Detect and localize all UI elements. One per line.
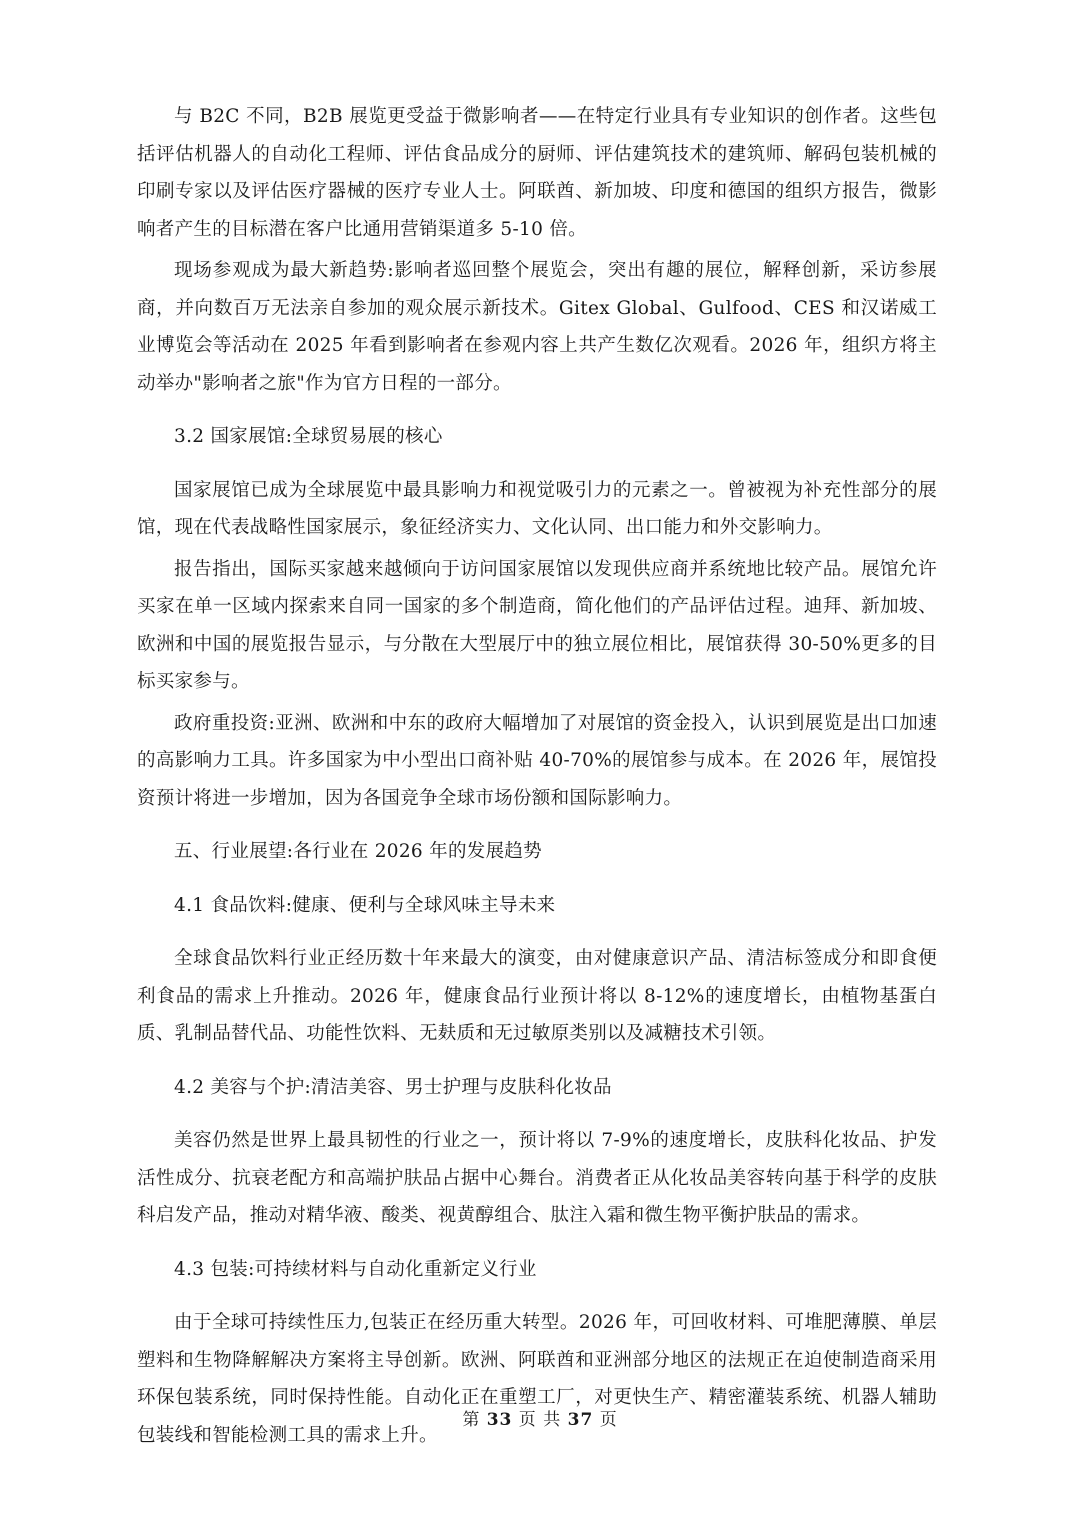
total-page-number: 37 [567,1410,594,1430]
section-heading-3-2: 3.2 国家展馆:全球贸易展的核心 [174,426,443,447]
chapter-heading-industry-outlook: 五、行业展望:各行业在 2026 年的发展趋势 [174,841,542,862]
paragraph-packaging: 由于全球可持续性压力,包装正在经历重大转型。2026 年，可回收材料、可堆肥薄膜、单层塑料和生物降解解决方案将主导创新。欧洲、阿联酋和亚洲部分地区的法规正在迫使制造商采用环保包装系统，同时保持性能。自动化正在重塑工厂，对更快生产、精密灌装系统、机器人辅助包装线和智能检测工具的需求上升。 [137,1312,937,1446]
paragraph-government-investment: 政府重投资:亚洲、欧洲和中东的政府大幅增加了对展馆的资金投入，认识到展览是出口加速的高影响力工具。许多国家为中小型出口商补贴 40-70%的展馆参与成本。在 2026 年，展馆投资预计将进一步增加，因为各国竞争全球市场份额和国际影响力。 [137,712,937,809]
paragraph-live-tours: 现场参观成为最大新趋势:影响者巡回整个展览会，突出有趣的展位，解释创新，采访参展商，并向数百万无法亲自参加的观众展示新技术。Gitex Global、Gulfood、CES 和汉诺威工业博览会等活动在 2025 年看到影响者在参观内容上共产生数亿次观看。2026 年，组织方将主动举办"影响者之旅"作为官方日程的一部分。 [137,260,937,394]
paragraph-beauty: 美容仍然是世界上最具韧性的行业之一，预计将以 7-9%的速度增长，皮肤科化妆品、护发活性成分、抗衰老配方和高端护肤品占据中心舞台。消费者正从化妆品美容转向基于科学的皮肤科启发产品，推动对精华液、酸类、视黄醇组合、肽注入霜和微生物平衡护肤品的需求。 [137,1130,937,1226]
page-footer [0,1408,1080,1432]
page-content [137,98,937,1458]
paragraph-buyer-preference: 报告指出，国际买家越来越倾向于访问国家展馆以发现供应商并系统地比较产品。展馆允许买家在单一区域内探索来自同一国家的多个制造商，简化他们的产品评估过程。迪拜、新加坡、欧洲和中国的展览报告显示，与分散在大型展厅中的独立展位相比，展馆获得 30-50%更多的目标买家参与。 [137,558,937,692]
paragraph-national-pavilions: 国家展馆已成为全球展览中最具影响力和视觉吸引力的元素之一。曾被视为补充性部分的展馆，现在代表战略性国家展示，象征经济实力、文化认同、出口能力和外交影响力。 [137,479,937,538]
paragraph-food-beverage: 全球食品饮料行业正经历数十年来最大的演变，由对健康意识产品、清洁标签成分和即食便利食品的需求上升推动。2026 年，健康食品行业预计将以 8-12%的速度增长，由植物基蛋白质、乳制品替代品、功能性饮料、无麸质和无过敏原类别以及减糖技术引领。 [137,948,937,1044]
footer-prefix: 第 [462,1410,481,1430]
current-page-number: 33 [486,1410,513,1430]
section-heading-4-2: 4.2 美容与个护:清洁美容、男士护理与皮肤科化妆品 [174,1076,612,1098]
footer-middle: 页 共 [518,1410,562,1430]
paragraph-b2b-micro-influencers: 与 B2C 不同，B2B 展览更受益于微影响者——在特定行业具有专业知识的创作者。这些包括评估机器人的自动化工程师、评估食品成分的厨师、评估建筑技术的建筑师、解码包装机械的印刷专家以及评估医疗器械的医疗专业人士。阿联酋、新加坡、印度和德国的组织方报告，微影响者产生的目标潜在客户比通用营销渠道多 5-10 倍。 [137,106,937,240]
footer-suffix: 页 [599,1410,618,1430]
section-heading-4-3: 4.3 包装:可持续材料与自动化重新定义行业 [174,1258,537,1280]
section-heading-4-1: 4.1 食品饮料:健康、便利与全球风味主导未来 [174,894,556,916]
